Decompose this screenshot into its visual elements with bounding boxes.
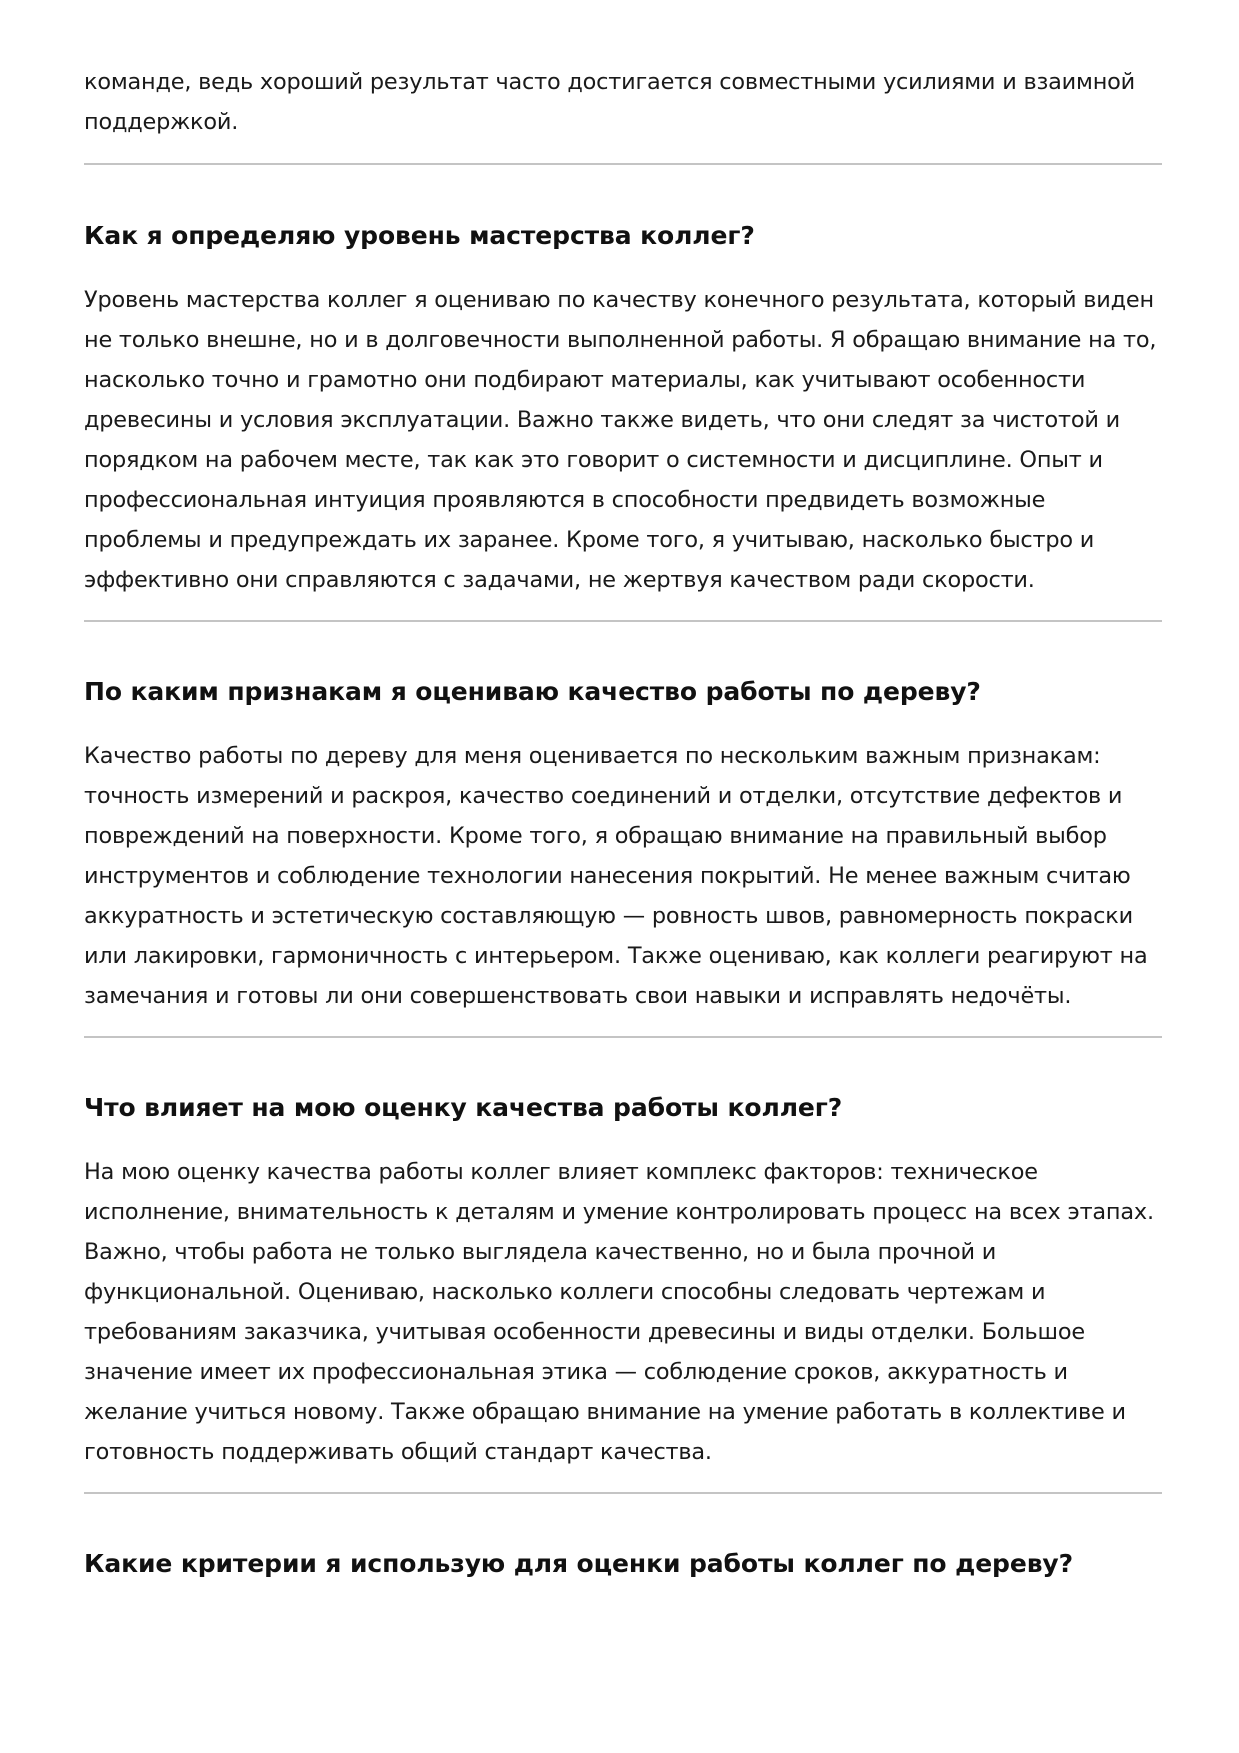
intro-paragraph: команде, ведь хороший результат часто достигается совместными усилиями и взаимной поддержкой. (84, 69, 1136, 135)
section-heading: Какие критерии я использую для оценки работы коллег по дереву? (84, 1549, 1074, 1578)
section-body: Уровень мастерства коллег я оцениваю по качеству конечного результата, который виден не только внешне, но и в долговечности выполненной работы. Я обращаю внимание на то, насколько точно и грамотно они подбирают материалы, как учитывают особенности древесины и условия эксплуатации. Важно также видеть, что они следят за чистотой и порядком на рабочем месте, так как это говорит о системности и дисциплине. Опыт и профессиональная интуиция проявляются в способности предвидеть возможные проблемы и предупреждать их заранее. Кроме того, я учитываю, насколько быстро и эффективно они справляются с задачами, не жертвуя качеством ради скорости. (84, 287, 1157, 593)
section-heading: Что влияет на мою оценку качества работы коллег? (84, 1093, 843, 1122)
faq-section-criteria (84, 1546, 1162, 1582)
faq-section-influence (84, 1090, 1162, 1472)
section-heading: Как я определяю уровень мастерства коллег? (84, 221, 755, 250)
section-body: Качество работы по дереву для меня оценивается по нескольким важным признакам: точность измерений и раскроя, качество соединений и отделки, отсутствие дефектов и повреждений на поверхности. Кроме того, я обращаю внимание на правильный выбор инструментов и соблюдение технологии нанесения покрытий. Не менее важным считаю аккуратность и эстетическую составляющую — ровность швов, равномерность покраски или лакировки, гармоничность с интерьером. Также оцениваю, как коллеги реагируют на замечания и готовы ли они совершенствовать свои навыки и исправлять недочёты. (84, 743, 1148, 1009)
section-body: На мою оценку качества работы коллег влияет комплекс факторов: техническое исполнение, внимательность к деталям и умение контролировать процесс на всех этапах. Важно, чтобы работа не только выглядела качественно, но и была прочной и функциональной. Оцениваю, насколько коллеги способны следовать чертежам и требованиям заказчика, учитывая особенности древесины и виды отделки. Большое значение имеет их профессиональная этика — соблюдение сроков, аккуратность и желание учиться новому. Также обращаю внимание на умение работать в коллективе и готовность поддерживать общий стандарт качества. (84, 1159, 1154, 1465)
faq-section-mastery (84, 218, 1162, 600)
faq-section-quality-signs (84, 674, 1162, 1016)
document-page (84, 0, 1162, 1582)
section-divider (84, 1492, 1162, 1494)
section-heading: По каким признакам я оцениваю качество работы по дереву? (84, 677, 981, 706)
section-divider (84, 620, 1162, 622)
section-divider (84, 163, 1162, 165)
section-divider (84, 1036, 1162, 1038)
